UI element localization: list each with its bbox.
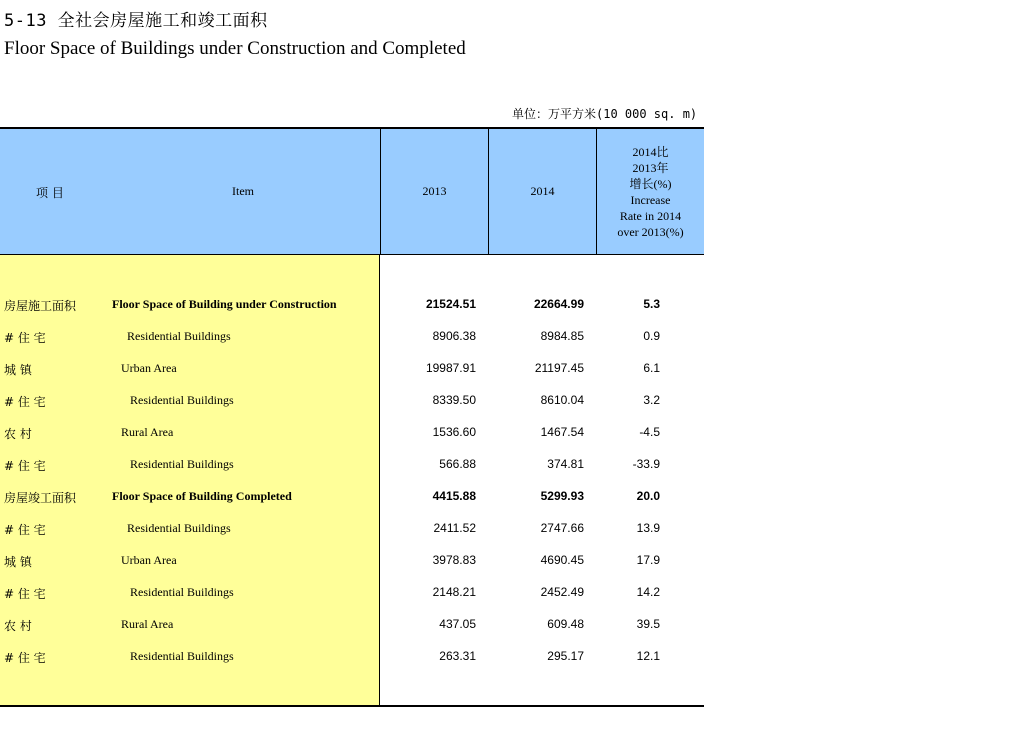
header-2014-label: 2014 (530, 184, 555, 198)
value-2013: 2148.21 (432, 585, 476, 599)
value-2014: 295.17 (547, 649, 584, 663)
header-rate-line: 2013年 (632, 160, 669, 175)
value-rate: 14.2 (636, 585, 660, 599)
row-label-cn: # 住 宅 (4, 331, 46, 345)
row-label-cn: 农 村 (4, 427, 32, 441)
value-2013: 3978.83 (432, 553, 476, 567)
row-label-en: Floor Space of Building under Construction (112, 297, 337, 311)
row-label-en: Residential Buildings (130, 649, 234, 663)
row-label-cn: # 住 宅 (4, 459, 46, 473)
row-label-cn: # 住 宅 (4, 587, 46, 601)
value-2013: 263.31 (439, 649, 476, 663)
header-rate-line: Increase (630, 192, 671, 207)
value-2013: 2411.52 (433, 521, 476, 535)
value-2014: 8984.85 (540, 329, 584, 343)
item-column-background (0, 255, 380, 705)
table-row (0, 615, 704, 635)
page-title-en: Floor Space of Buildings under Construction and Completed (4, 38, 466, 59)
value-rate: -33.9 (632, 457, 660, 471)
row-label-cn: 房屋竣工面积 (4, 491, 77, 505)
value-2014: 22664.99 (533, 297, 584, 311)
header-2013 (380, 129, 488, 255)
row-label-cn: 农 村 (4, 619, 32, 633)
header-rate-line: 增长(%) (629, 176, 672, 191)
row-label-cn: # 住 宅 (4, 523, 46, 537)
value-2014: 8610.04 (540, 393, 584, 407)
table-row (0, 359, 704, 379)
row-label-en: Urban Area (121, 553, 177, 567)
row-label-cn: 城 镇 (4, 555, 32, 569)
header-2013-label: 2013 (422, 184, 447, 198)
value-2014: 1467.54 (540, 425, 584, 439)
value-rate: 5.3 (643, 297, 660, 311)
value-2014: 21197.45 (534, 361, 584, 375)
header-rate (596, 129, 704, 255)
table-row (0, 647, 704, 667)
value-2013: 1536.60 (432, 425, 476, 439)
row-label-en: Urban Area (121, 361, 177, 375)
row-label-en: Residential Buildings (130, 393, 234, 407)
value-2014: 4690.45 (540, 553, 584, 567)
header-rate-line: Rate in 2014 (619, 208, 682, 223)
value-2013: 19987.91 (425, 361, 476, 375)
value-rate: 13.9 (636, 521, 660, 535)
table-row (0, 583, 704, 603)
value-2014: 2452.49 (540, 585, 584, 599)
header-item-cell (0, 129, 380, 255)
header-rate-line: 2014比 (632, 144, 669, 159)
table-row (0, 487, 704, 507)
value-2014: 374.81 (547, 457, 584, 471)
row-label-en: Floor Space of Building Completed (112, 489, 292, 503)
row-label-en: Rural Area (121, 617, 174, 631)
row-label-en: Residential Buildings (127, 521, 231, 535)
value-rate: 0.9 (643, 329, 660, 343)
value-2013: 8906.38 (432, 329, 476, 343)
table-row (0, 423, 704, 443)
value-rate: 12.1 (636, 649, 660, 663)
value-rate: 20.0 (636, 489, 660, 503)
table-row (0, 391, 704, 411)
header-rate-line: over 2013(%) (617, 224, 684, 239)
table-row (0, 295, 704, 315)
header-item-cn: 项 目 (36, 186, 64, 200)
header-item-en: Item (232, 184, 254, 198)
value-2013: 8339.50 (432, 393, 476, 407)
row-label-cn: 房屋施工面积 (4, 299, 77, 313)
value-rate: 6.1 (643, 361, 660, 375)
table-row (0, 551, 704, 571)
row-label-en: Residential Buildings (130, 585, 234, 599)
row-label-en: Rural Area (121, 425, 174, 439)
row-label-en: Residential Buildings (127, 329, 231, 343)
table-row (0, 327, 704, 347)
unit-label: 单位：万平方米(10 000 sq. m) (512, 107, 698, 121)
value-rate: 39.5 (636, 617, 660, 631)
row-label-cn: # 住 宅 (4, 651, 46, 665)
row-label-cn: # 住 宅 (4, 395, 46, 409)
row-label-en: Residential Buildings (130, 457, 234, 471)
value-2014: 2747.66 (540, 521, 584, 535)
value-2014: 5299.93 (540, 489, 584, 503)
header-2014 (488, 129, 596, 255)
value-rate: 17.9 (636, 553, 660, 567)
row-label-cn: 城 镇 (4, 363, 32, 377)
value-2013: 566.88 (439, 457, 476, 471)
table-row (0, 519, 704, 539)
value-2013: 437.05 (439, 617, 476, 631)
value-2013: 21524.51 (425, 297, 476, 311)
value-2013: 4415.88 (432, 489, 476, 503)
value-rate: -4.5 (639, 425, 660, 439)
page-title-cn: 5-13 全社会房屋施工和竣工面积 (4, 11, 268, 31)
data-table (0, 127, 704, 707)
value-2014: 609.48 (547, 617, 584, 631)
value-rate: 3.2 (643, 393, 660, 407)
table-row (0, 455, 704, 475)
